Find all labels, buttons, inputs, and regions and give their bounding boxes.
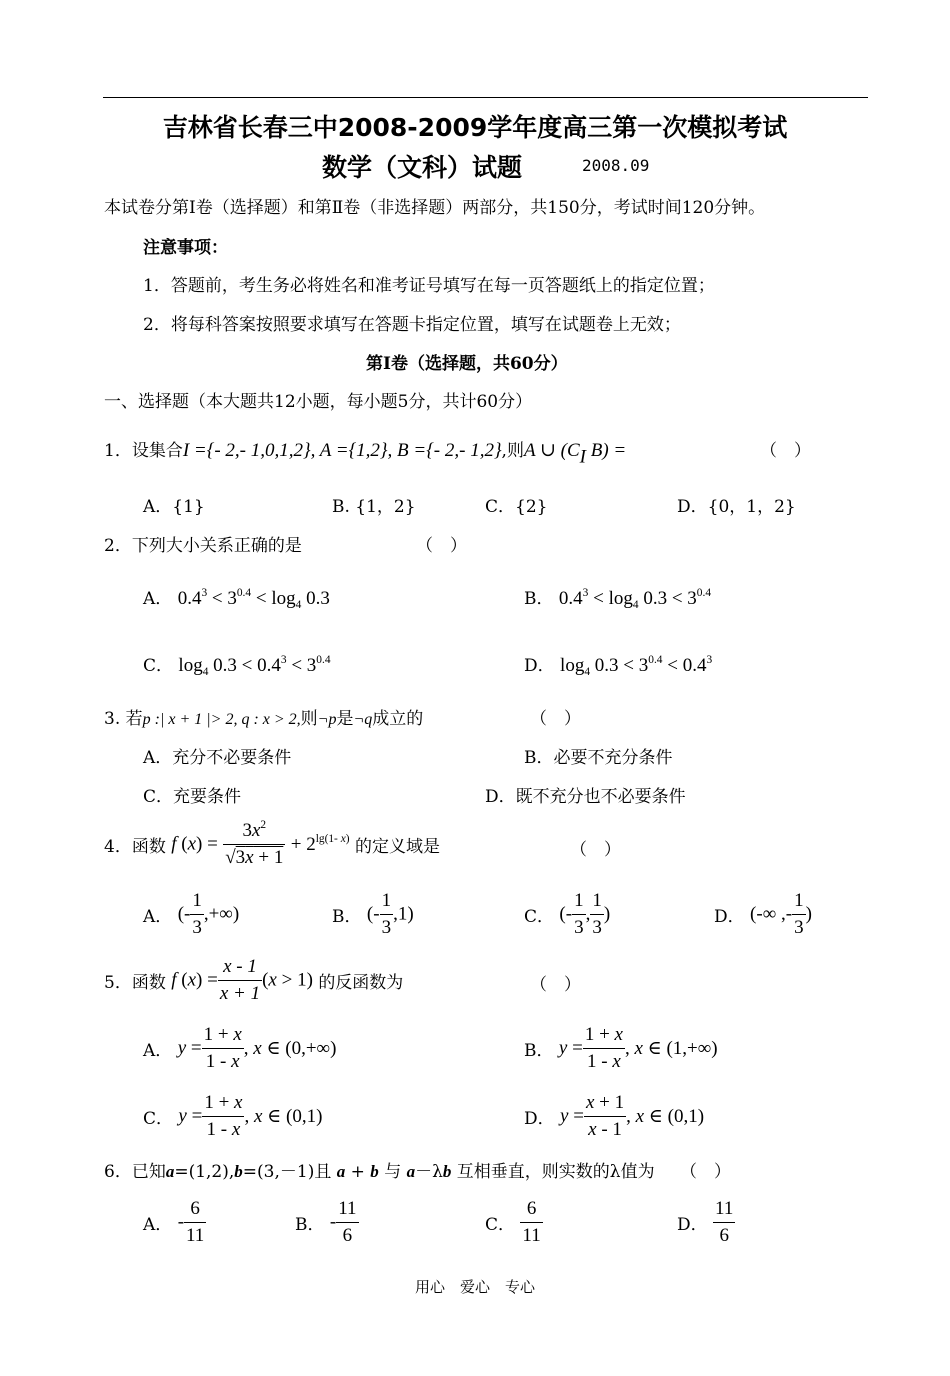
- q2-option-a: A． $0.4^3 < 3^{0.4} < \log_4 0.3$: [143, 587, 330, 611]
- notice-heading: 注意事项：: [143, 238, 228, 258]
- q1-option-b: B. {1，2}: [332, 497, 416, 517]
- top-rule: [103, 97, 868, 98]
- q3-option-b: B．必要不充分条件: [524, 748, 673, 768]
- q3-option-c: C．充要条件: [143, 787, 242, 807]
- q1-option-d: D．{0，1，2}: [677, 497, 796, 517]
- q1-expr-end: B) =: [585, 440, 627, 461]
- question-5: 5．函数 f (x) = $\frac{x - 1}{x + 1}$ (x > 1) 的反函数为: [104, 956, 404, 1004]
- q3-option-a: A．充分不必要条件: [143, 748, 292, 768]
- q1-option-c: C．{2}: [485, 497, 548, 517]
- q5-option-a: A． y = $\frac{1 + x}{1 - x}$ , x ∈ (0,+∞): [143, 1024, 337, 1072]
- question-1: [104, 436, 627, 468]
- q6-option-d: D． $\frac{11}{6}$: [677, 1198, 734, 1246]
- q6-option-a: A． - $\frac{6}{11}$: [143, 1198, 205, 1246]
- q5-option-b: B． y = $\frac{1 + x}{1 - x}$ , x ∈ (1,+∞): [524, 1024, 718, 1072]
- q6-option-c: C． $\frac{6}{11}$: [485, 1198, 541, 1246]
- q4-answer-bracket: （ ）: [570, 840, 621, 860]
- q1-option-a: A．{1}: [143, 497, 205, 517]
- q4-option-d: D． (-∞ ,- $\frac{1}{3}$ ): [714, 890, 812, 938]
- page-subtitle: 数学（文科）试题: [322, 153, 523, 182]
- part1-heading: 第Ⅰ卷（选择题，共60分）: [366, 354, 568, 374]
- q5-option-c: C． y = $\frac{1 + x}{1 - x}$ , x ∈ (0,1): [143, 1092, 323, 1140]
- page-footer: 用心 爱心 专心: [414, 1278, 535, 1296]
- q1-stem: 1．设集合: [104, 441, 183, 461]
- intro-text: 本试卷分第Ⅰ卷（选择题）和第Ⅱ卷（非选择题）两部分，共150分，考试时间120分钟。: [104, 198, 766, 218]
- q6-option-b: B． - $\frac{11}{6}$: [295, 1198, 357, 1246]
- question-6: 6．已知a=(1,2),b=(3,－1)且 a + b 与 a－λb 互相垂直，则实数的λ值为: [104, 1162, 655, 1182]
- question-4: 4．函数 f (x) = $\frac{3x^2}{√3x + 1}$ + $2^{lg(1- x)}$ 的定义域是: [104, 819, 440, 868]
- q3-option-d: D．既不充分也不必要条件: [485, 787, 686, 807]
- notice-item-2: 2．将每科答案按照要求填写在答题卡指定位置，填写在试题卷上无效；: [143, 315, 681, 335]
- exam-date: 2008.09: [582, 156, 650, 175]
- notice-item-1: 1．答题前，考生务必将姓名和准考证号填写在每一页答题纸上的指定位置；: [143, 276, 715, 296]
- q5-answer-bracket: （ ）: [530, 975, 581, 995]
- q1-then: ,则: [501, 441, 524, 461]
- q3-answer-bracket: （ ）: [530, 709, 581, 729]
- section1-heading: 一、选择题（本大题共12小题，每小题5分，共计60分）: [104, 392, 533, 412]
- q2-option-c: C． $\log_4 0.3 < 0.4^3 < 3^{0.4}$: [143, 654, 331, 678]
- question-2: 2．下列大小关系正确的是: [104, 536, 302, 556]
- q6-answer-bracket: （ ）: [680, 1162, 731, 1182]
- q4-option-a: A． (- $\frac{1}{3}$ ,+∞): [143, 890, 240, 938]
- q2-option-b: B． $0.4^3 < \log_4 0.3 < 3^{0.4}$: [524, 587, 712, 611]
- q5-option-d: D． y = $\frac{x + 1}{x - 1}$ , x ∈ (0,1): [524, 1092, 705, 1140]
- question-3: 3. 若p :| x + 1 |> 2, q : x > 2,则¬p是¬q成立的: [104, 709, 424, 729]
- q1-expr: A ∪ (C: [523, 440, 580, 461]
- q1-answer-bracket: （ ）: [760, 441, 811, 461]
- q2-answer-bracket: （ ）: [416, 536, 467, 556]
- q1-sets: I ={- 2,- 1,0,1,2}, A ={1,2}, B ={- 2,- 1,2}: [182, 440, 502, 461]
- q2-option-d: D． $\log_4 0.3 < 3^{0.4} < 0.4^3$: [524, 654, 713, 678]
- q1-sub: I: [579, 446, 586, 468]
- page-title: 吉林省长春三中2008-2009学年度高三第一次模拟考试: [162, 113, 788, 142]
- q4-option-b: B． (- $\frac{1}{3}$ ,1): [332, 890, 414, 938]
- q4-option-c: C． (- $\frac{1}{3}$ , $\frac{1}{3}$ ): [524, 890, 611, 938]
